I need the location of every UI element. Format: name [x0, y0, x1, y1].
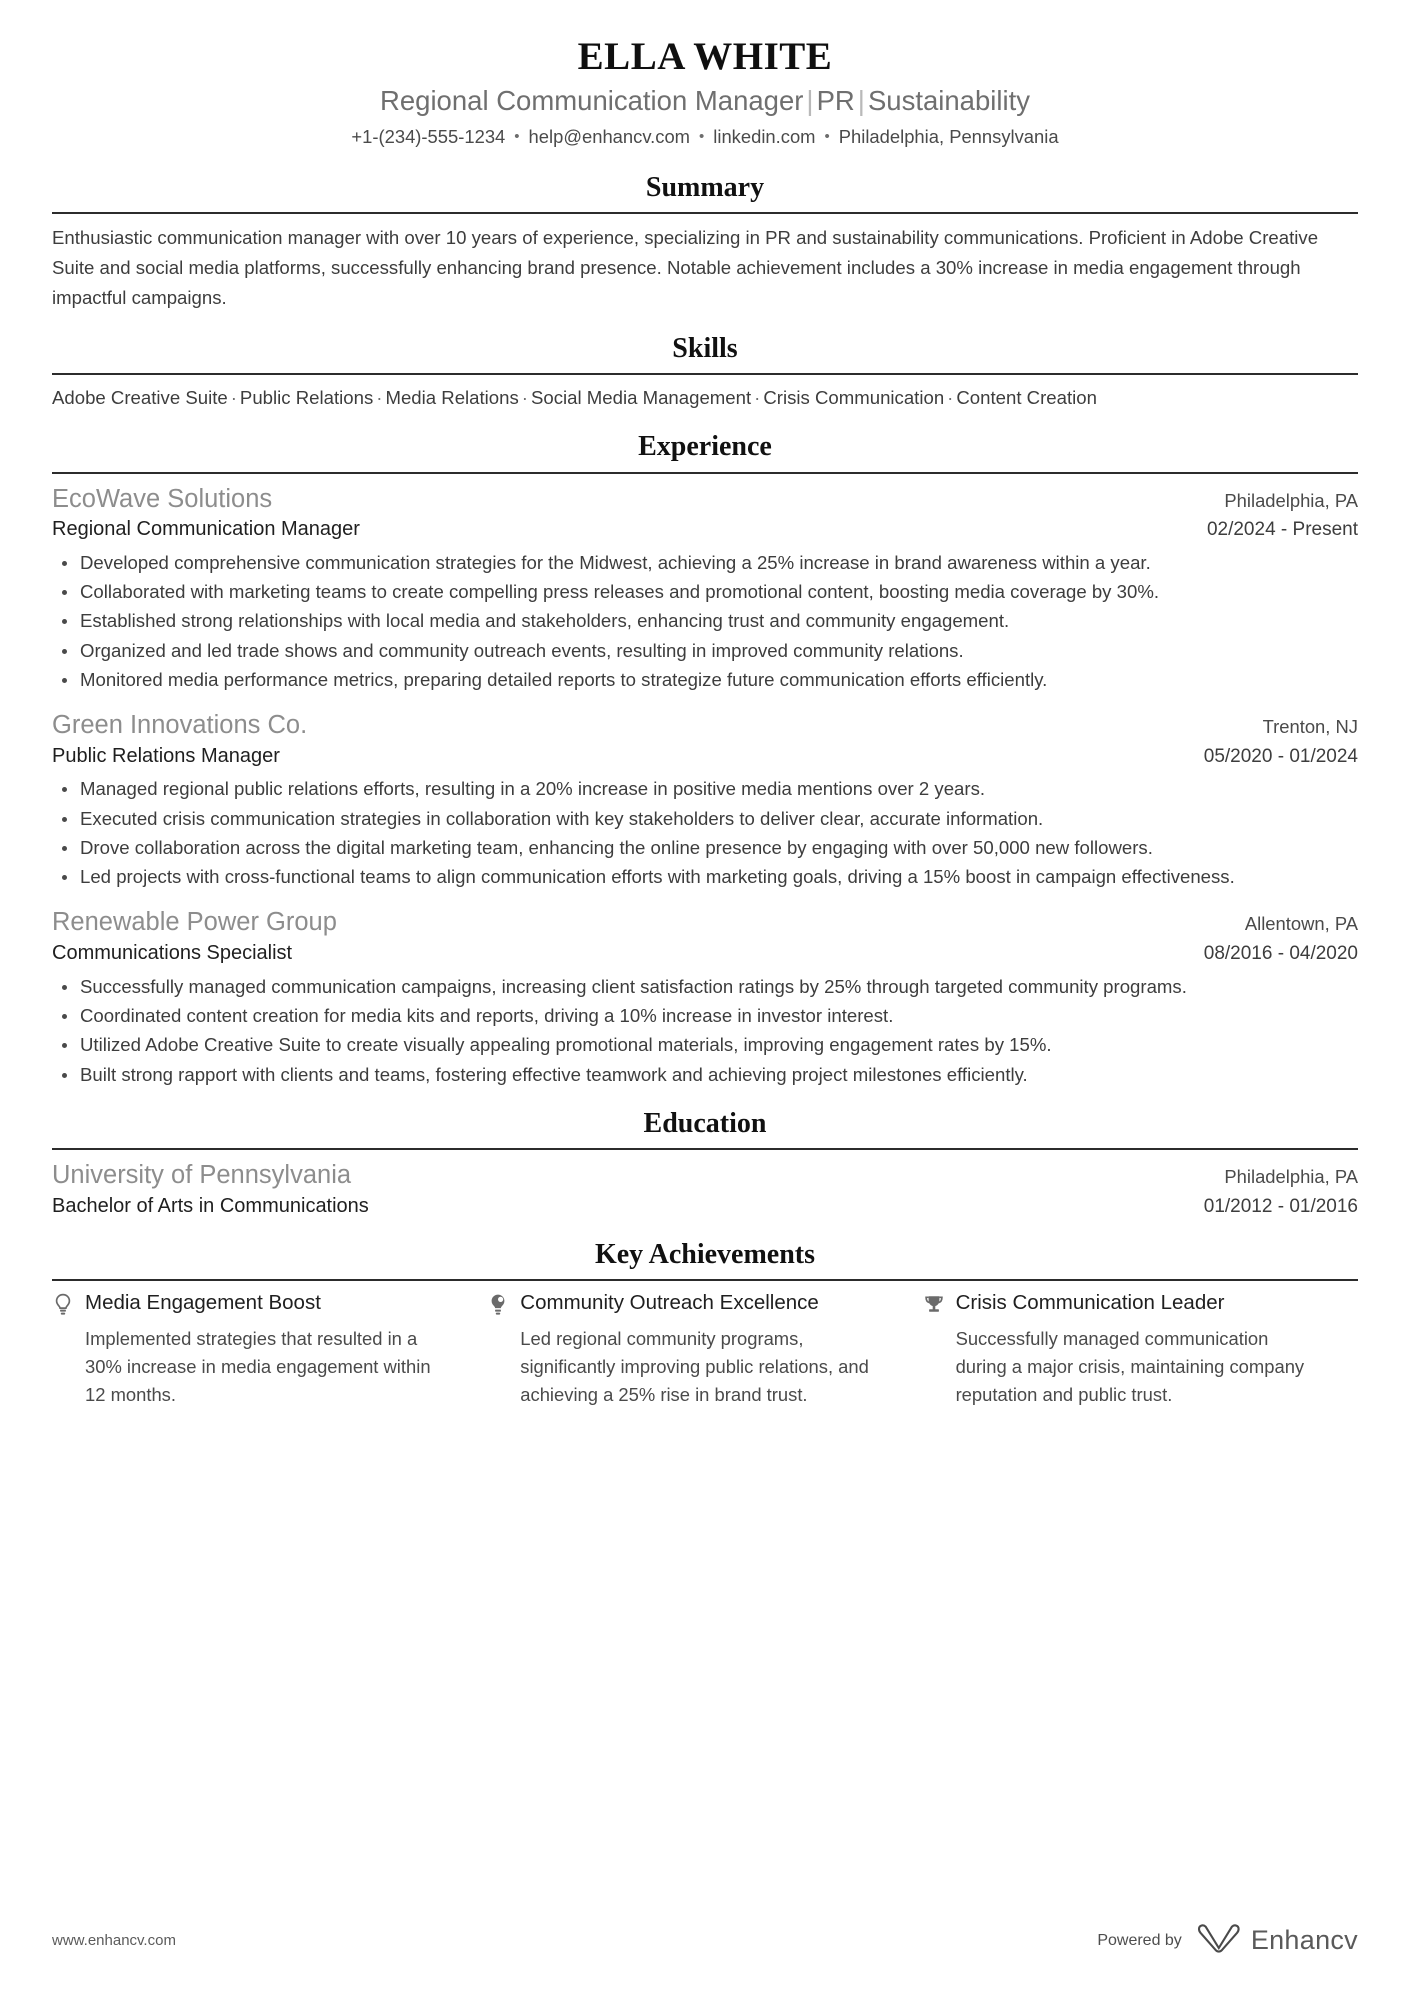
achievement-header	[923, 1290, 1314, 1318]
headline-part-1: PR	[816, 85, 855, 117]
skill-item: Content Creation	[956, 387, 1097, 409]
education-entries	[52, 1159, 1358, 1219]
enhancv-mark-icon	[1196, 1923, 1242, 1958]
achievement-header	[487, 1290, 878, 1318]
section-title-key-achievements: Key Achievements	[594, 1238, 816, 1270]
achievements-grid	[52, 1290, 1358, 1408]
achievement-title: Media Engagement Boost	[85, 1291, 321, 1315]
skill-item: Media Relations	[385, 387, 519, 409]
enhancv-wordmark: Enhancv	[1250, 1925, 1358, 1955]
section-title-experience: Experience	[638, 431, 772, 462]
experience-role: Regional Communication Manager	[52, 518, 360, 541]
education-entry	[52, 1159, 1358, 1219]
experience-dates: 05/2020 - 01/2024	[1203, 745, 1358, 767]
achievement-title: Community Outreach Excellence	[520, 1291, 819, 1315]
education-entry-header	[52, 1159, 1358, 1192]
candidate-name: ELLA WHITE	[577, 35, 833, 78]
contact-phone[interactable]: +1-(234)-555-1234	[351, 125, 506, 147]
achievement-title: Crisis Communication Leader	[955, 1291, 1225, 1315]
experience-entry-subheader	[52, 516, 1358, 543]
achievement-card	[487, 1290, 922, 1408]
experience-entry-header	[52, 906, 1358, 939]
experience-entry	[52, 483, 1358, 695]
experience-entry-header	[52, 709, 1358, 742]
experience-bullet: Collaborated with marketing teams to create compelling press releases and promotional content, boosting media coverage by 30%.	[52, 578, 1358, 606]
skill-item: Social Media Management	[530, 387, 752, 409]
experience-bullets	[52, 549, 1358, 694]
section-divider-skills	[52, 373, 1358, 375]
skill-item: Public Relations	[239, 387, 374, 409]
education-location: Philadelphia, PA	[1224, 1166, 1358, 1188]
contact-separator-1: •	[699, 127, 705, 145]
page-footer	[52, 1923, 1358, 1958]
section-title-summary: Summary	[645, 171, 765, 203]
experience-dates: 08/2016 - 04/2020	[1203, 943, 1358, 965]
education-dates: 01/2012 - 01/2016	[1203, 1196, 1358, 1217]
footer-branding	[1097, 1923, 1358, 1958]
skills-list	[52, 384, 1358, 412]
contact-separator-2: •	[824, 127, 830, 145]
experience-entry	[52, 709, 1358, 891]
headline-part-0: Regional Communication Manager	[380, 85, 804, 117]
resume-header	[52, 34, 1358, 153]
experience-organization: Renewable Power Group	[52, 908, 337, 937]
experience-bullet: Coordinated content creation for media kits and reports, driving a 10% increase in investor interest.	[52, 1002, 1358, 1030]
headline-part-2: Sustainability	[867, 85, 1030, 117]
summary-text: Enthusiastic communication manager with over 10 years of experience, specializing in PR and sustainability communications. Proficient in Adobe Creative Suite and social media platforms, successfully enhancing brand presence. Notable achievement includes a 30% increase in media engagement through impactful campaigns.	[52, 227, 1319, 309]
contact-email[interactable]: help@enhancv.com	[528, 125, 691, 147]
section-title-education: Education	[643, 1107, 767, 1139]
headline-separator-0: |	[806, 85, 814, 117]
skill-item: Adobe Creative Suite	[52, 387, 228, 409]
section-divider-experience	[52, 472, 1358, 474]
trophy-icon	[923, 1292, 945, 1318]
enhancv-logo	[1196, 1923, 1358, 1958]
education-degree: Bachelor of Arts in Communications	[52, 1195, 369, 1217]
footer-website[interactable]: www.enhancv.com	[52, 1932, 176, 1949]
achievement-header	[52, 1290, 443, 1318]
section-divider-education	[52, 1148, 1358, 1150]
experience-bullet: Led projects with cross-functional teams to align communication efforts with marketing goals, driving a 15% boost in campaign effectiveness.	[52, 863, 1358, 891]
experience-entry-subheader	[52, 940, 1358, 967]
contact-location: Philadelphia, Pennsylvania	[838, 125, 1059, 147]
section-key-achievements	[52, 1238, 1358, 1408]
experience-bullet: Built strong rapport with clients and teams, fostering effective teamwork and achieving project milestones efficiently.	[52, 1061, 1358, 1089]
skill-separator: ·	[521, 387, 528, 409]
experience-dates: 02/2024 - Present	[1206, 519, 1358, 541]
experience-entry-subheader	[52, 743, 1358, 770]
experience-entry-header	[52, 483, 1358, 516]
lightbulb-filled-icon	[487, 1292, 509, 1318]
experience-bullet: Developed comprehensive communication strategies for the Midwest, achieving a 25% increase in brand awareness within a year.	[52, 549, 1358, 577]
skill-separator: ·	[947, 387, 954, 409]
achievement-card	[923, 1290, 1358, 1408]
experience-bullet: Established strong relationships with local media and stakeholders, enhancing trust and community engagement.	[52, 607, 1358, 635]
skill-item: Crisis Communication	[763, 387, 945, 409]
experience-entry	[52, 906, 1358, 1088]
contact-row	[52, 125, 1358, 149]
skill-separator: ·	[230, 387, 237, 409]
section-summary	[52, 171, 1358, 314]
achievement-description: Successfully managed communication during a major crisis, maintaining company reputation and public trust.	[955, 1328, 1305, 1405]
experience-organization: EcoWave Solutions	[52, 484, 273, 513]
experience-bullet: Managed regional public relations efforts, resulting in a 20% increase in positive media mentions over 2 years.	[52, 775, 1358, 803]
experience-organization: Green Innovations Co.	[52, 711, 308, 740]
experience-bullet: Drove collaboration across the digital marketing team, enhancing the online presence by engaging with over 50,000 new followers.	[52, 834, 1358, 862]
experience-bullets	[52, 973, 1358, 1089]
experience-bullet: Successfully managed communication campaigns, increasing client satisfaction ratings by 25% through targeted community programs.	[52, 973, 1358, 1001]
section-title-skills: Skills	[672, 332, 738, 364]
skill-separator: ·	[754, 387, 761, 409]
achievement-card	[52, 1290, 487, 1408]
experience-location: Trenton, NJ	[1262, 716, 1358, 738]
achievement-description: Led regional community programs, significantly improving public relations, and achieving a 25% rise in brand trust.	[520, 1328, 869, 1405]
powered-by-label: Powered by	[1097, 1931, 1182, 1949]
education-entry-subheader	[52, 1193, 1358, 1220]
education-institution: University of Pennsylvania	[52, 1161, 352, 1190]
headline-separator-1: |	[857, 85, 865, 117]
experience-bullet: Executed crisis communication strategies in collaboration with key stakeholders to deliver clear, accurate information.	[52, 805, 1358, 833]
experience-role: Communications Specialist	[52, 942, 293, 965]
experience-location: Philadelphia, PA	[1224, 489, 1358, 511]
lightbulb-outline-icon	[52, 1292, 74, 1318]
candidate-headline	[52, 85, 1358, 117]
experience-entries	[52, 483, 1358, 1089]
experience-bullet: Organized and led trade shows and community outreach events, resulting in improved community relations.	[52, 637, 1358, 665]
experience-bullet: Utilized Adobe Creative Suite to create visually appealing promotional materials, improving engagement rates by 15%.	[52, 1031, 1358, 1059]
contact-separator-0: •	[514, 127, 520, 145]
experience-bullet: Monitored media performance metrics, preparing detailed reports to strategize future communication efforts efficiently.	[52, 666, 1358, 694]
section-education	[52, 1107, 1358, 1220]
experience-location: Allentown, PA	[1244, 913, 1358, 935]
experience-bullets	[52, 775, 1358, 891]
skill-separator: ·	[376, 387, 383, 409]
section-divider-summary	[52, 212, 1358, 214]
contact-linkedin[interactable]: linkedin.com	[713, 125, 816, 147]
achievement-description: Implemented strategies that resulted in a 30% increase in media engagement within 12 months.	[85, 1328, 431, 1405]
section-skills	[52, 332, 1358, 412]
experience-role: Public Relations Manager	[52, 744, 280, 767]
section-experience	[52, 430, 1358, 1089]
section-divider-key-achievements	[52, 1279, 1358, 1281]
